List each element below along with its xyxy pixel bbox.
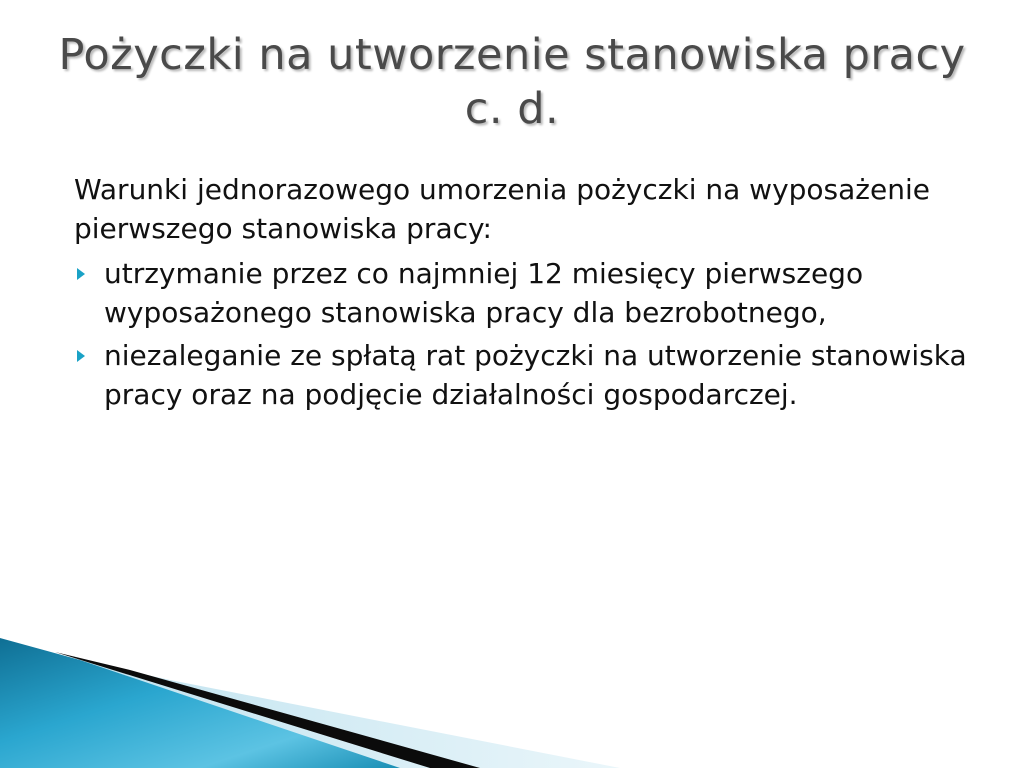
bullet-text: utrzymanie przez co najmniej 12 miesięcy pierwszego wyposażonego stanowiska pracy dla bezrobotnego, (104, 257, 864, 329)
triangle-bullet-icon (77, 268, 85, 280)
bullet-text: niezaleganie ze spłatą rat pożyczki na utworzenie stanowiska pracy oraz na podjęcie działalności gospodarczej. (104, 339, 967, 411)
slide-content (74, 170, 974, 418)
bullet-item (74, 254, 974, 332)
slide-title: Pożyczki na utworzenie stanowiska pracy c. d. (58, 30, 966, 134)
triangle-bullet-icon (77, 350, 85, 362)
corner-decoration (0, 638, 1024, 768)
bullet-list (74, 254, 974, 414)
blue-swoosh (0, 638, 400, 768)
intro-text: Warunki jednorazowego umorzenia pożyczki na wyposażenie pierwszego stanowiska pracy: (74, 173, 930, 245)
bullet-item (74, 336, 974, 414)
